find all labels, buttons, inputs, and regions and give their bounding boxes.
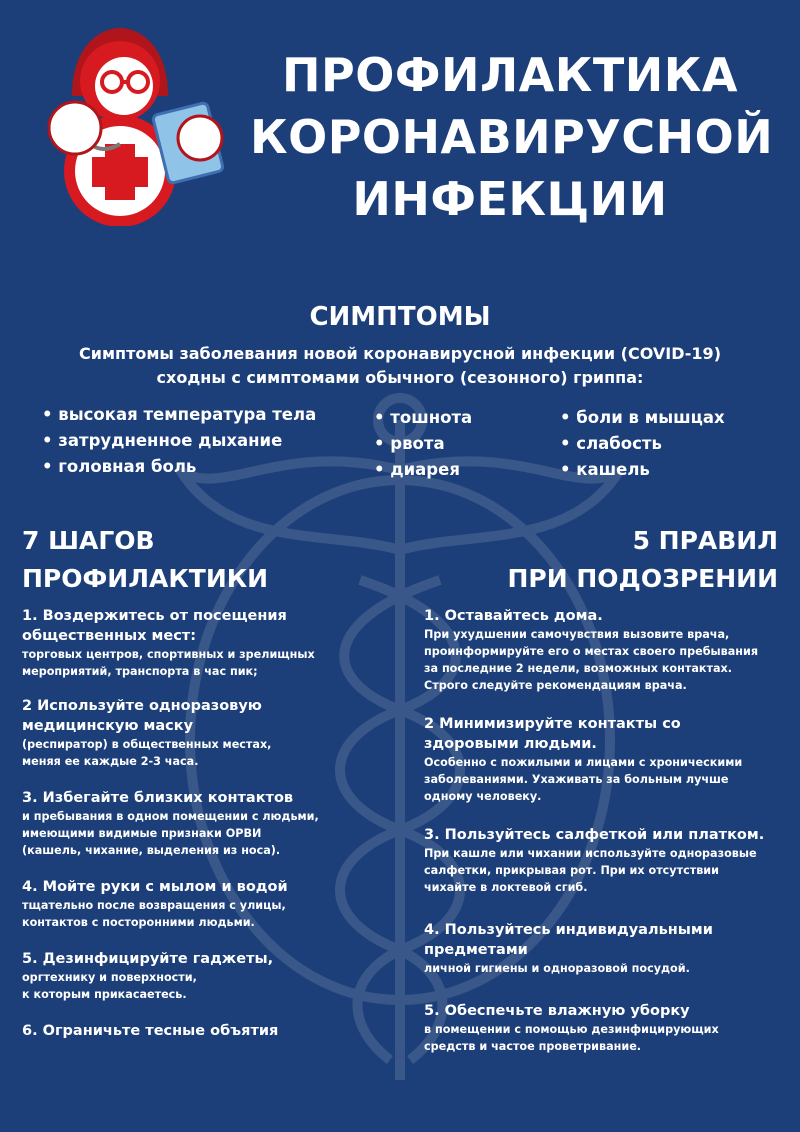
- item-title-line: 6. Ограничьте тесные объятия: [22, 1023, 279, 1039]
- symptom-item: • высокая температура тела: [42, 405, 317, 424]
- item-desc-line: за последние 2 недели, возможных контактах.: [424, 662, 732, 675]
- heading-line: 7 ШАГОВ: [22, 526, 155, 555]
- list-item: [22, 606, 390, 680]
- heading-line: ПРОФИЛАКТИКИ: [22, 564, 269, 593]
- heading-line: ПРИ ПОДОЗРЕНИИ: [507, 564, 778, 593]
- item-title-line: предметами: [424, 942, 528, 958]
- item-title-line: медицинскую маску: [22, 718, 194, 734]
- title-line: ПРОФИЛАКТИКА: [282, 48, 738, 102]
- item-title-line: 1. Воздержитесь от посещения: [22, 608, 287, 624]
- doctor-character-icon: [40, 26, 230, 226]
- heading-line: 5 ПРАВИЛ: [632, 526, 778, 555]
- item-title: [22, 788, 390, 808]
- item-description: [22, 808, 390, 859]
- symptoms-heading: СИМПТОМЫ: [309, 302, 491, 332]
- item-title-line: 5. Дезинфицируйте гаджеты,: [22, 951, 274, 967]
- item-desc-line: Строго следуйте рекомендациям врача.: [424, 679, 687, 692]
- item-desc-line: При ухудшении самочувствия вызовите врача,: [424, 628, 730, 641]
- list-item: [424, 825, 786, 896]
- item-desc-line: к которым прикасаетесь.: [22, 988, 187, 1001]
- item-desc-line: меняя ее каждые 2-3 часа.: [22, 755, 199, 768]
- item-desc-line: и пребывания в одном помещении с людьми,: [22, 810, 319, 823]
- list-item: [424, 606, 786, 694]
- item-desc-line: проинформируйте его о местах своего пребывания: [424, 645, 759, 658]
- list-item: [424, 714, 786, 805]
- item-title-line: 1. Оставайтесь дома.: [424, 608, 603, 624]
- list-item: [22, 949, 390, 1003]
- item-title: [22, 877, 390, 897]
- prevention-steps-heading: [22, 522, 268, 598]
- poster-title: [250, 44, 774, 230]
- item-title-line: 2 Используйте одноразовую: [22, 698, 262, 714]
- title-line: КОРОНАВИРУСНОЙ: [250, 110, 774, 164]
- item-desc-line: контактов с посторонними людьми.: [22, 916, 255, 929]
- item-title-line: здоровыми людьми.: [424, 736, 597, 752]
- intro-line: сходны с симптомами обычного (сезонного) гриппа:: [156, 368, 644, 387]
- item-desc-line: салфетки, прикрывая рот. При их отсутствии: [424, 864, 719, 877]
- symptoms-list-2: [374, 405, 472, 483]
- item-desc-line: чихайте в локтевой сгиб.: [424, 881, 588, 894]
- item-description: [424, 845, 786, 896]
- list-item: [22, 877, 390, 931]
- item-title-line: 4. Пользуйтесь индивидуальными: [424, 922, 713, 938]
- list-item: [22, 696, 390, 770]
- item-title: [22, 1021, 390, 1041]
- item-description: [424, 960, 786, 977]
- item-desc-line: личной гигиены и одноразовой посудой.: [424, 962, 690, 975]
- item-title-line: 3. Избегайте близких контактов: [22, 790, 294, 806]
- item-title-line: 3. Пользуйтесь салфеткой или платком.: [424, 827, 765, 843]
- symptoms-list-1: [42, 402, 316, 480]
- item-title: [424, 920, 786, 960]
- list-item: [424, 1001, 786, 1055]
- item-desc-line: мероприятий, транспорта в час пик;: [22, 665, 258, 678]
- item-description: [22, 736, 390, 770]
- symptom-item: • затрудненное дыхание: [42, 431, 283, 450]
- item-desc-line: оргтехнику и поверхности,: [22, 971, 197, 984]
- item-description: [424, 1021, 786, 1055]
- item-title: [424, 714, 786, 754]
- item-title-line: 5. Обеспечьте влажную уборку: [424, 1003, 690, 1019]
- item-desc-line: (кашель, чихание, выделения из носа).: [22, 844, 281, 857]
- symptom-item: • кашель: [560, 460, 650, 479]
- list-item: [22, 1021, 390, 1041]
- item-desc-line: При кашле или чихании используйте одноразовые: [424, 847, 757, 860]
- symptom-item: • рвота: [374, 434, 445, 453]
- item-desc-line: тщательно после возвращения с улицы,: [22, 899, 286, 912]
- symptom-item: • боли в мышцах: [560, 408, 725, 427]
- item-desc-line: имеющими видимые признаки ОРВИ: [22, 827, 262, 840]
- item-desc-line: Особенно с пожилыми и лицами с хроническими: [424, 756, 743, 769]
- item-title: [22, 949, 390, 969]
- symptoms-intro: [0, 342, 800, 390]
- title-line: ИНФЕКЦИИ: [352, 172, 668, 226]
- item-title: [424, 825, 786, 845]
- item-description: [424, 626, 786, 694]
- intro-line: Симптомы заболевания новой коронавирусной инфекции (COVID-19): [78, 344, 721, 363]
- list-item: [424, 920, 786, 977]
- item-description: [22, 969, 390, 1003]
- item-title-line: общественных мест:: [22, 628, 196, 644]
- item-description: [22, 897, 390, 931]
- symptoms-list-3: [560, 405, 725, 483]
- item-description: [424, 754, 786, 805]
- item-desc-line: средств и частое проветривание.: [424, 1040, 642, 1053]
- symptom-item: • тошнота: [374, 408, 473, 427]
- item-title: [22, 696, 390, 736]
- item-desc-line: торговых центров, спортивных и зрелищных: [22, 648, 315, 661]
- list-item: [22, 788, 390, 859]
- symptom-item: • головная боль: [42, 457, 197, 476]
- item-desc-line: в помещении с помощью дезинфицирующих: [424, 1023, 719, 1036]
- item-title-line: 2 Минимизируйте контакты со: [424, 716, 681, 732]
- item-title: [22, 606, 390, 646]
- prevention-steps-list: [22, 606, 390, 1041]
- item-desc-line: заболеваниями. Ухаживать за больным лучше: [424, 773, 729, 786]
- symptom-item: • слабость: [560, 434, 662, 453]
- item-title-line: 4. Мойте руки с мылом и водой: [22, 879, 288, 895]
- suspicion-rules-heading: [508, 522, 779, 598]
- item-title: [424, 606, 786, 626]
- item-description: [22, 646, 390, 680]
- item-title: [424, 1001, 786, 1021]
- item-desc-line: одному человеку.: [424, 790, 542, 803]
- suspicion-rules-list: [424, 606, 786, 1055]
- item-desc-line: (респиратор) в общественных местах,: [22, 738, 272, 751]
- symptom-item: • диарея: [374, 460, 460, 479]
